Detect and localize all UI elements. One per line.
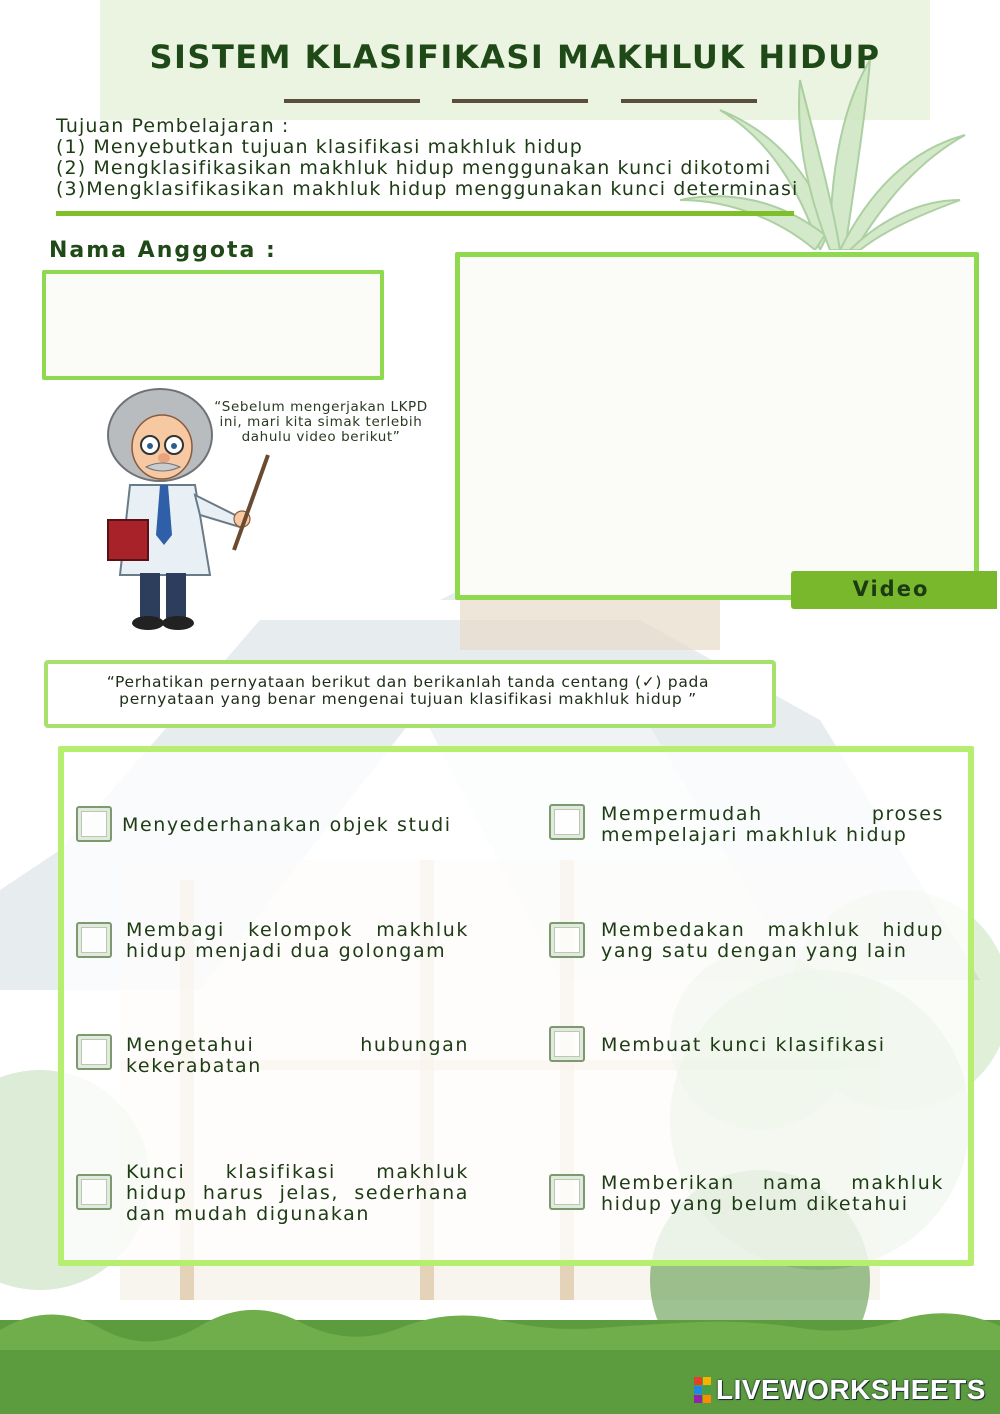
- learning-objectives: [56, 116, 936, 200]
- option-checkbox[interactable]: [549, 1026, 585, 1062]
- option-label: Mengetahui hubungan kekerabatan: [126, 1034, 469, 1077]
- option-checkbox[interactable]: [549, 1174, 585, 1210]
- objectives-divider: [56, 211, 794, 216]
- option-label: Kunci klasifikasi makhluk hidup harus jelas, sederhana dan mudah digunakan: [126, 1161, 469, 1225]
- option-label: Mempermudah proses mempelajari makhluk hidup: [601, 803, 944, 846]
- option-checkbox[interactable]: [76, 922, 112, 958]
- option-checkbox[interactable]: [76, 1174, 112, 1210]
- members-label: Nama Anggota :: [49, 238, 277, 263]
- instruction-text: “Perhatikan pernyataan berikut dan berikanlah tanda centang (✓) pada pernyataan yang benar mengenai tujuan klasifikasi makhluk hidup ”: [106, 673, 710, 708]
- liveworksheets-watermark: LIVEWORKSHEETS: [716, 1374, 986, 1405]
- option-label: Menyederhanakan objek studi: [122, 814, 452, 836]
- option-label: Memberikan nama makhluk hidup yang belum diketahui: [601, 1172, 944, 1215]
- video-label: Video: [852, 577, 930, 601]
- title-underline-dash: [621, 99, 757, 103]
- speech-bubble-text: “Sebelum mengerjakan LKPD ini, mari kita simak terlebih dahulu video berikut”: [214, 399, 428, 445]
- option-checkbox[interactable]: [549, 922, 585, 958]
- option-checkbox[interactable]: [76, 806, 112, 842]
- objective-item: (1) Menyebutkan tujuan klasifikasi makhluk hidup: [56, 136, 583, 158]
- option-checkbox[interactable]: [549, 804, 585, 840]
- page-title: SISTEM KLASIFIKASI MAKHLUK HIDUP: [149, 38, 881, 76]
- title-underline-dash: [452, 99, 588, 103]
- option-label: Membedakan makhluk hidup yang satu dengan yang lain: [601, 919, 944, 962]
- video-frame[interactable]: [455, 252, 979, 600]
- objective-item: (2) Mengklasifikasikan makhluk hidup menggunakan kunci dikotomi: [56, 157, 772, 179]
- liveworksheets-logo-icon: [694, 1377, 712, 1403]
- objective-item: (3)Mengklasifikasikan makhluk hidup menggunakan kunci determinasi: [56, 178, 799, 200]
- option-label: Membagi kelompok makhluk hidup menjadi dua golongam: [126, 919, 469, 962]
- option-label: Membuat kunci klasifikasi: [601, 1034, 886, 1056]
- title-underline-dash: [284, 99, 420, 103]
- option-checkbox[interactable]: [76, 1034, 112, 1070]
- objectives-heading: Tujuan Pembelajaran :: [56, 115, 290, 137]
- members-input-box[interactable]: [42, 270, 384, 380]
